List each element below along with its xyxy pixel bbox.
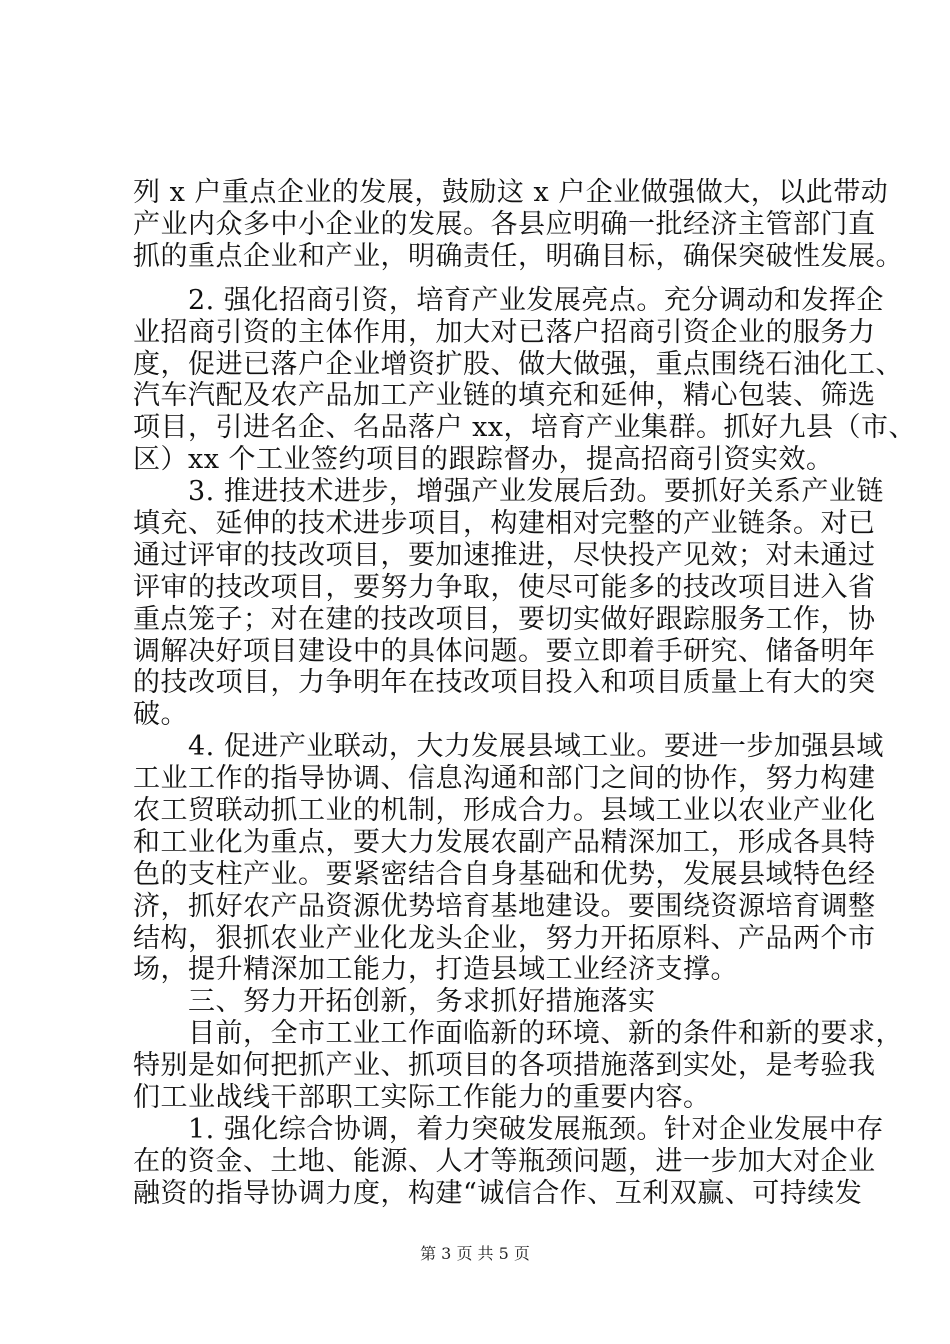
- text-line: 的技改项目，力争明年在技改项目投入和项目质量上有大的突: [133, 667, 876, 699]
- text-line: 融资的指导协调力度，构建“诚信合作、互利双赢、可持续发: [133, 1177, 863, 1209]
- text-line: 调解决好项目建设中的具体问题。要立即着手研究、储备明年: [133, 635, 876, 667]
- text-line: 在的资金、土地、能源、人才等瓶颈问题，进一步加大对企业: [133, 1145, 876, 1177]
- text-line: 评审的技改项目，要努力争取，使尽可能多的技改项目进入省: [133, 571, 876, 603]
- text-line: 工业工作的指导协调、信息沟通和部门之间的协作，努力构建: [133, 763, 876, 795]
- text-line: 和工业化为重点，要大力发展农副产品精深加工，形成各具特: [133, 826, 876, 858]
- text-line: 汽车汽配及农产品加工产业链的填充和延伸，精心包装、筛选: [133, 380, 876, 412]
- text-line: 三、努力开拓创新，务求抓好措施落实: [133, 986, 656, 1018]
- text-line: 场，提升精深加工能力，打造县域工业经济支撑。: [133, 954, 738, 986]
- text-line: 结构，狠抓农业产业化龙头企业，努力开拓原料、产品两个市: [133, 922, 876, 954]
- text-line: 破。: [133, 699, 188, 731]
- text-line: 业招商引资的主体作用，加大对已落户招商引资企业的服务力: [133, 316, 876, 348]
- text-line: 项目，引进名企、名品落户 xx，培育产业集群。抓好九县（市、: [133, 412, 917, 444]
- text-line: 重点笼子；对在建的技改项目，要切实做好跟踪服务工作，协: [133, 603, 876, 635]
- text-line: 农工贸联动抓工业的机制，形成合力。县域工业以农业产业化: [133, 795, 876, 826]
- text-line: 度，促进已落户企业增资扩股、做大做强，重点围绕石油化工、: [133, 348, 903, 380]
- text-line: 目前，全市工业工作面临新的环境、新的条件和新的要求，: [133, 1018, 903, 1050]
- text-line: 济，抓好农产品资源优势培育基地建设。要围绕资源培育调整: [133, 890, 876, 922]
- text-line: 产业内众多中小企业的发展。各县应明确一批经济主管部门直: [133, 208, 876, 240]
- text-line: 填充、延伸的技术进步项目，构建相对完整的产业链条。对已: [133, 507, 876, 539]
- text-line: 抓的重点企业和产业，明确责任，明确目标，确保突破性发展。: [133, 240, 903, 272]
- text-line: 列 x 户重点企业的发展，鼓励这 x 户企业做强做大，以此带动: [133, 177, 889, 208]
- text-line: 色的支柱产业。要紧密结合自身基础和优势，发展县域特色经: [133, 858, 876, 890]
- text-line: 3. 推进技术进步，增强产业发展后劲。要抓好关系产业链: [133, 476, 884, 508]
- text-line: 们工业战线干部职工实际工作能力的重要内容。: [133, 1082, 711, 1114]
- text-line: 特别是如何把抓产业、抓项目的各项措施落到实处，是考验我: [133, 1050, 876, 1082]
- text-line: 2. 强化招商引资，培育产业发展亮点。充分调动和发挥企: [133, 284, 884, 316]
- text-line: 1. 强化综合协调，着力突破发展瓶颈。针对企业发展中存: [133, 1113, 884, 1145]
- page-number-footer: 第 3 页 共 5 页: [420, 1244, 530, 1263]
- text-line: 区）xx 个工业签约项目的跟踪督办，提高招商引资实效。: [133, 444, 834, 476]
- text-line: 通过评审的技改项目，要加速推进，尽快投产见效；对未通过: [133, 539, 876, 571]
- text-line: 4. 促进产业联动，大力发展县域工业。要进一步加强县域: [133, 731, 884, 763]
